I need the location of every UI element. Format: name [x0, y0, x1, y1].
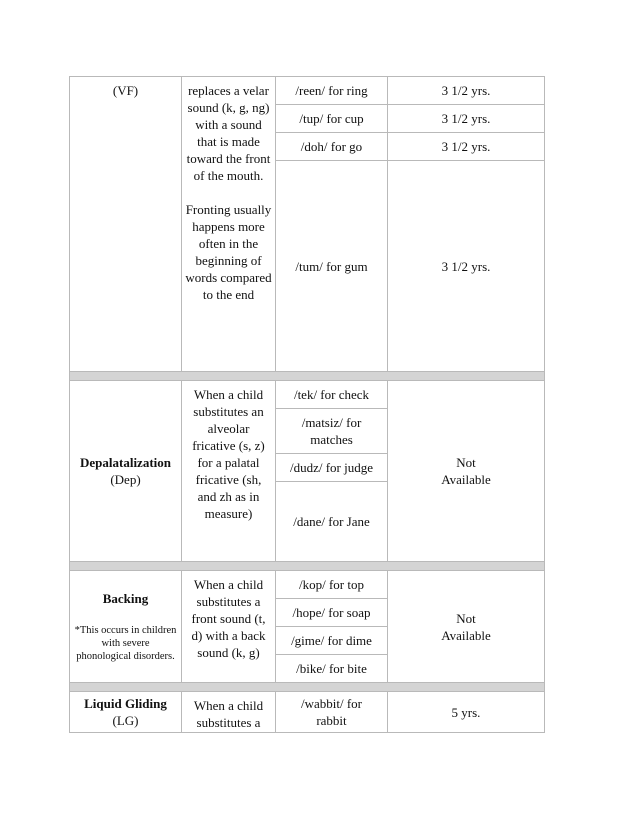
description-cell [182, 381, 276, 562]
phonological-process-table [69, 76, 545, 733]
process-abbreviation: (Dep) [110, 472, 141, 487]
example-cell [276, 692, 388, 733]
process-abbreviation: (VF) [112, 83, 139, 98]
table-row [70, 77, 545, 105]
process-description: replaces a velar sound (k, g, ng) with a sound that is made toward the front of the mouth. [186, 83, 271, 183]
example-cell: /dane/ for Jane [276, 482, 388, 562]
description-cell [182, 77, 276, 372]
example-cell: /tup/ for cup [276, 105, 388, 133]
table-row [70, 692, 545, 733]
process-abbreviation: (LG) [112, 713, 139, 728]
age-cell [388, 571, 545, 683]
example-cell: /kop/ for top [276, 571, 388, 599]
age-cell: 3 1/2 yrs. [388, 105, 545, 133]
table-row [70, 381, 545, 409]
example-cell: /dudz/ for judge [276, 454, 388, 482]
age-cell: 5 yrs. [388, 692, 545, 733]
example-cell: /reen/ for ring [276, 77, 388, 105]
example-cell: /tek/ for check [276, 381, 388, 409]
process-description: When a child substitutes a front sound (t, d) with a back sound (k, g) [191, 577, 266, 660]
age-cell: 3 1/2 yrs. [388, 133, 545, 161]
age-cell [388, 381, 545, 562]
process-note: *This occurs in children with severe phonological disorders. [74, 625, 177, 662]
age-value: Not Available [441, 455, 491, 487]
process-name-cell [70, 692, 182, 733]
process-name: Backing [102, 591, 149, 606]
example-cell: /bike/ for bite [276, 655, 388, 683]
process-name-cell [70, 571, 182, 683]
age-cell: 3 1/2 yrs. [388, 77, 545, 105]
process-name: Liquid Gliding [84, 696, 167, 711]
example-cell: /gime/ for dime [276, 627, 388, 655]
section-divider [70, 683, 545, 692]
example-cell: /doh/ for go [276, 133, 388, 161]
process-description: When a child substitutes an alveolar fricative (s, z) for a palatal fricative (sh, and zh as in measure) [192, 387, 265, 521]
example-cell: /matsiz/ for matches [276, 409, 388, 454]
age-cell: 3 1/2 yrs. [388, 161, 545, 372]
section-divider [70, 372, 545, 381]
process-name: Depalatalization [80, 455, 171, 470]
process-name-cell [70, 77, 182, 372]
process-description: When a child substitutes a [193, 698, 264, 730]
section-divider [70, 562, 545, 571]
process-name-cell [70, 381, 182, 562]
example-cell: /tum/ for gum [276, 161, 388, 372]
process-note: Fronting usually happens more often in the beginning of words compared to the end [185, 202, 272, 302]
description-cell [182, 571, 276, 683]
table-row [70, 571, 545, 599]
description-cell [182, 692, 276, 733]
age-value: Not Available [441, 610, 491, 643]
example-value: /wabbit/ for rabbit [300, 696, 362, 728]
example-cell: /hope/ for soap [276, 599, 388, 627]
